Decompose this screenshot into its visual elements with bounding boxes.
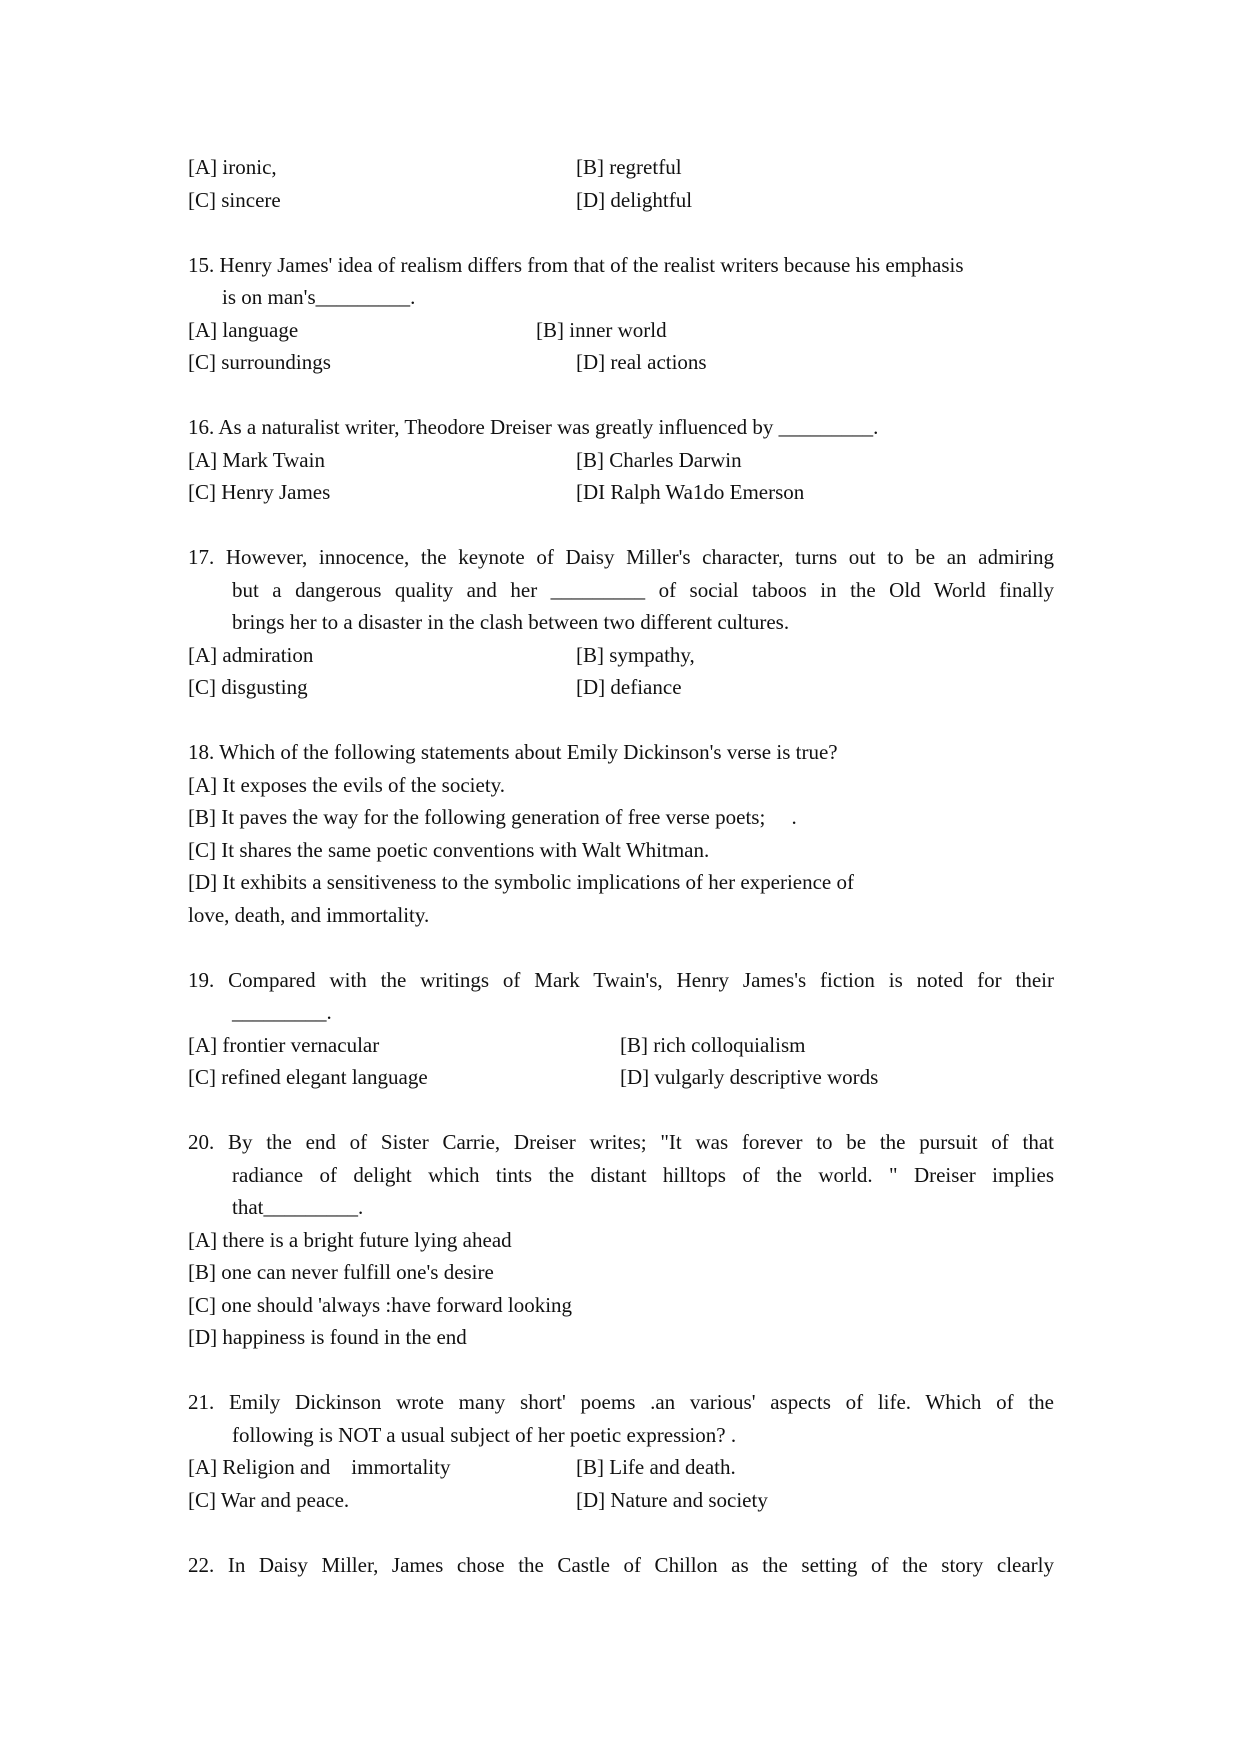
q21-option-c: [C] War and peace. — [188, 1487, 350, 1512]
q19-stem-line-2: _________. — [232, 1000, 332, 1024]
q17-option-d: [D] defiance — [576, 675, 682, 699]
q16-option-b: [B] Charles Darwin — [576, 447, 742, 472]
q22-stem-line-1: 22. In Daisy Miller, James chose the Castle of Chillon as the setting of the story clearly — [188, 1552, 1054, 1577]
q14-option-b: [B] regretful — [576, 155, 682, 179]
q21-option-a: [A] Religion and immortality — [188, 1455, 451, 1479]
q19-option-d: [D] vulgarly descriptive words — [620, 1065, 879, 1089]
q16-option-a: [A] Mark Twain — [188, 447, 325, 472]
q15-option-c: [C] surroundings — [188, 350, 331, 374]
q17-option-a: [A] admiration — [188, 642, 314, 667]
q15-stem-line-1: 15. Henry James' idea of realism differs from that of the realist writers because his emphasis — [188, 252, 964, 277]
q20-option-c: [C] one should 'always :have forward looking — [188, 1292, 573, 1317]
q15-options-row-2 — [188, 346, 1054, 379]
q15-option-d: [D] real actions — [576, 350, 707, 374]
q18-option-a: [A] It exposes the evils of the society. — [188, 772, 506, 797]
q18-option-d-line-2: love, death, and immortality. — [188, 902, 430, 927]
q14-option-a: [A] ironic, — [188, 155, 277, 179]
q19-option-c: [C] refined elegant language — [188, 1065, 428, 1089]
q14-option-d: [D] delightful — [576, 187, 693, 212]
q21-options-row-1 — [188, 1451, 1054, 1484]
q17-options-row-1 — [188, 639, 1054, 672]
q17-option-b: [B] sympathy, — [576, 642, 695, 667]
q15-option-a: [A] language — [188, 317, 299, 342]
q18-stem-line-1: 18. Which of the following statements about Emily Dickinson's verse is true? — [188, 740, 838, 764]
q20-option-a: [A] there is a bright future lying ahead — [188, 1227, 512, 1252]
q21-options-row-2 — [188, 1484, 1054, 1517]
q14-options-row-2 — [188, 184, 1054, 217]
q20-stem-line-3: that_________. — [232, 1195, 364, 1219]
q21-option-d: [D] Nature and society — [576, 1487, 768, 1512]
q16-option-c: [C] Henry James — [188, 480, 331, 504]
q18-option-c: [C] It shares the same poetic conventions with Walt Whitman. — [188, 837, 710, 862]
q19-option-a: [A] frontier vernacular — [188, 1032, 380, 1057]
q14-options-row-1 — [188, 151, 1054, 184]
q17-options-row-2 — [188, 671, 1054, 704]
q17-stem-line-3: brings her to a disaster in the clash between two different cultures. — [232, 610, 790, 634]
q20-stem-line-2: radiance of delight which tints the distant hilltops of the world. " Dreiser implies — [232, 1162, 1054, 1187]
q20-stem-line-1: 20. By the end of Sister Carrie, Dreiser writes; "It was forever to be the pursuit of that — [188, 1130, 1054, 1154]
q15-stem-line-2: is on man's_________. — [222, 285, 416, 309]
q16-option-d: [DI Ralph Wa1do Emerson — [576, 480, 805, 504]
q19-stem-line-1: 19. Compared with the writings of Mark Twain's, Henry James's fiction is noted for their — [188, 967, 1054, 992]
q16-options-row-1 — [188, 444, 1054, 477]
question-list — [188, 151, 1054, 1581]
q21-stem-line-1: 21. Emily Dickinson wrote many short' poems .an various' aspects of life. Which of the — [188, 1390, 1054, 1414]
q21-stem-line-2: following is NOT a usual subject of her poetic expression? . — [232, 1422, 737, 1447]
q19-options-row-1 — [188, 1029, 1054, 1062]
q18-option-d-line-1: [D] It exhibits a sensitiveness to the symbolic implications of her experience of — [188, 870, 854, 894]
q17-option-c: [C] disgusting — [188, 675, 308, 699]
q19-option-b: [B] rich colloquialism — [620, 1032, 806, 1057]
q21-option-b: [B] Life and death. — [576, 1455, 736, 1479]
q18-option-b: [B] It paves the way for the following generation of free verse poets; . — [188, 805, 797, 829]
q20-option-b: [B] one can never fulfill one's desire — [188, 1260, 494, 1284]
q16-options-row-2 — [188, 476, 1054, 509]
q14-option-c: [C] sincere — [188, 187, 281, 212]
q19-options-row-2 — [188, 1061, 1054, 1094]
q15-option-b: [B] inner world — [536, 317, 667, 342]
q20-option-d: [D] happiness is found in the end — [188, 1325, 467, 1349]
q16-stem-line-1: 16. As a naturalist writer, Theodore Dreiser was greatly influenced by _________. — [188, 415, 879, 439]
q15-options-row-1 — [188, 314, 1054, 347]
q17-stem-line-1: 17. However, innocence, the keynote of Daisy Miller's character, turns out to be an admiring — [188, 545, 1054, 569]
q17-stem-line-2: but a dangerous quality and her _________ of social taboos in the Old World finally — [232, 577, 1054, 602]
